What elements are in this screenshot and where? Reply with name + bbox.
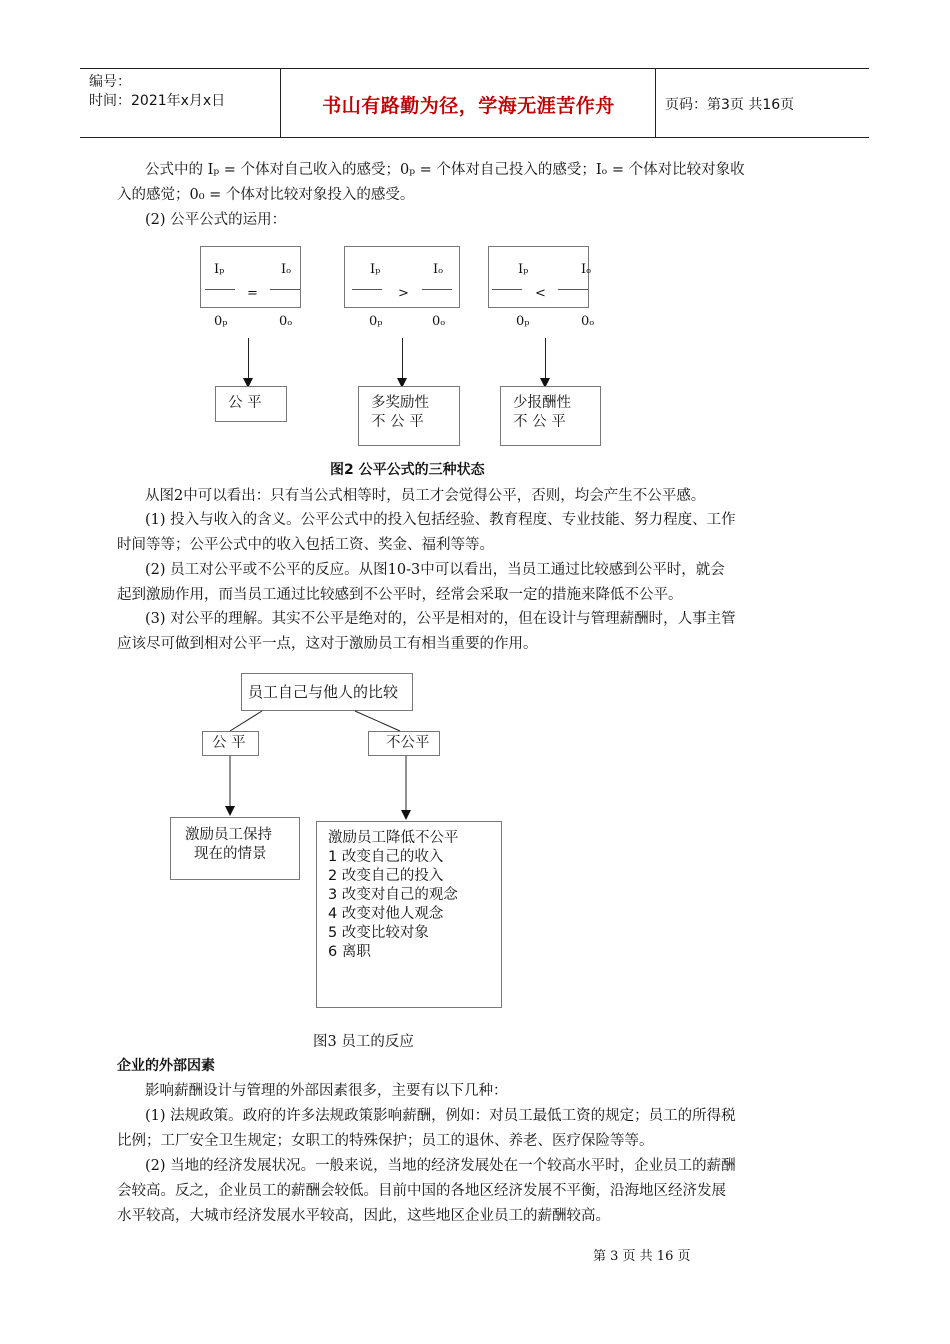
header-number: 编号： <box>89 74 131 90</box>
unfair-item: 6 离职 <box>328 944 371 960</box>
io-label: Iₒ <box>281 262 292 277</box>
result-fair-label: 公 平 <box>228 395 262 411</box>
unfair-item: 4 改变对他人观念 <box>328 906 444 922</box>
para-1: 从图2中可以看出：只有当公式相等时，员工才会觉得公平，否则，均会产生不公平感。 <box>145 488 706 504</box>
external-line-2b: 比例；工厂安全卫生规定；女职工的特殊保护；员工的退休、养老、医疗保险等等。 <box>117 1133 654 1149</box>
relation-sign: < <box>535 286 546 301</box>
fair-label: 公 平 <box>212 735 246 751</box>
op-label: 0ₚ <box>516 314 530 329</box>
para-2b: 时间等等；公平公式中的收入包括工资、奖金、福利等等。 <box>117 537 494 553</box>
relation-sign: = <box>247 286 258 301</box>
unfair-item: 1 改变自己的收入 <box>328 849 444 865</box>
page-footer: 第 3 页 共 16 页 <box>593 1249 691 1264</box>
external-line-1: 影响薪酬设计与管理的外部因素很多，主要有以下几种： <box>145 1083 508 1099</box>
unfair-result-title: 激励员工降低不公平 <box>328 830 459 846</box>
fair-result-line1: 激励员工保持 <box>185 827 272 843</box>
comparison-label: 员工自己与他人的比较 <box>248 683 399 701</box>
result-under-line1: 少报酬性 <box>513 395 571 411</box>
io-label: Iₒ <box>433 262 444 277</box>
unfair-item: 5 改变比较对象 <box>328 925 429 941</box>
result-under-line2: 不 公 平 <box>513 414 566 430</box>
para-2a: (1) 投入与收入的含义。公平公式中的投入包括经验、教育程度、专业技能、努力程度、工作 <box>145 512 736 528</box>
op-label: 0ₚ <box>369 314 383 329</box>
para-3a: (2) 员工对公平或不公平的反应。从图10-3中可以看出，当员工通过比较感到公平时，就会 <box>145 562 725 578</box>
result-over-line2: 不 公 平 <box>371 414 424 430</box>
op-label: 0ₚ <box>214 314 228 329</box>
figure-3-caption: 图3 员工的反应 <box>313 1034 414 1050</box>
oo-label: 0ₒ <box>581 314 595 329</box>
fair-result-line2: 现在的情景 <box>194 846 267 862</box>
para-4b: 应该尽可做到相对公平一点，这对于激励员工有相当重要的作用。 <box>117 636 538 652</box>
para-3b: 起到激励作用，而当员工通过比较感到不公平时，经常会采取一定的措施来降低不公平。 <box>117 587 683 603</box>
intro-line-3: (2) 公平公式的运用： <box>145 212 287 228</box>
figure-2-caption: 图2 公平公式的三种状态 <box>330 462 485 478</box>
result-over-line1: 多奖励性 <box>371 395 429 411</box>
header-time: 时间：2021年x月x日 <box>89 93 226 109</box>
external-line-3a: (2) 当地的经济发展状况。一般来说，当地的经济发展处在一个较高水平时，企业员工的薪酬 <box>145 1158 736 1174</box>
header-page: 页码：第3页 共16页 <box>665 97 795 113</box>
oo-label: 0ₒ <box>279 314 293 329</box>
oo-label: 0ₒ <box>432 314 446 329</box>
ip-label: Iₚ <box>518 262 529 277</box>
external-line-3c: 水平较高，大城市经济发展水平较高，因此，这些地区企业员工的薪酬较高。 <box>117 1208 610 1224</box>
intro-line-2: 入的感觉；0₀ = 个体对比较对象投入的感受。 <box>117 187 415 203</box>
section-heading: 企业的外部因素 <box>117 1058 215 1074</box>
para-4a: (3) 对公平的理解。其实不公平是绝对的，公平是相对的，但在设计与管理薪酬时，人事主管 <box>145 611 736 627</box>
ip-label: Iₚ <box>370 262 381 277</box>
ip-label: Iₚ <box>214 262 225 277</box>
external-line-2a: (1) 法规政策。政府的许多法规政策影响薪酬，例如：对员工最低工资的规定；员工的所得税 <box>145 1108 736 1124</box>
relation-sign: > <box>398 286 409 301</box>
unfair-item: 2 改变自己的投入 <box>328 868 444 884</box>
intro-line-1: 公式中的 Iₚ = 个体对自己收入的感受；0ₚ = 个体对自己投入的感受；Iₒ = 个体对比较对象收 <box>145 162 745 178</box>
unfair-item: 3 改变对自己的观念 <box>328 887 458 903</box>
io-label: Iₒ <box>581 262 592 277</box>
unfair-label: 不公平 <box>386 735 430 751</box>
header-motto: 书山有路勤为径，学海无涯苦作舟 <box>322 95 615 117</box>
external-line-3b: 会较高。反之，企业员工的薪酬会较低。目前中国的各地区经济发展不平衡，沿海地区经济发展 <box>117 1183 726 1199</box>
